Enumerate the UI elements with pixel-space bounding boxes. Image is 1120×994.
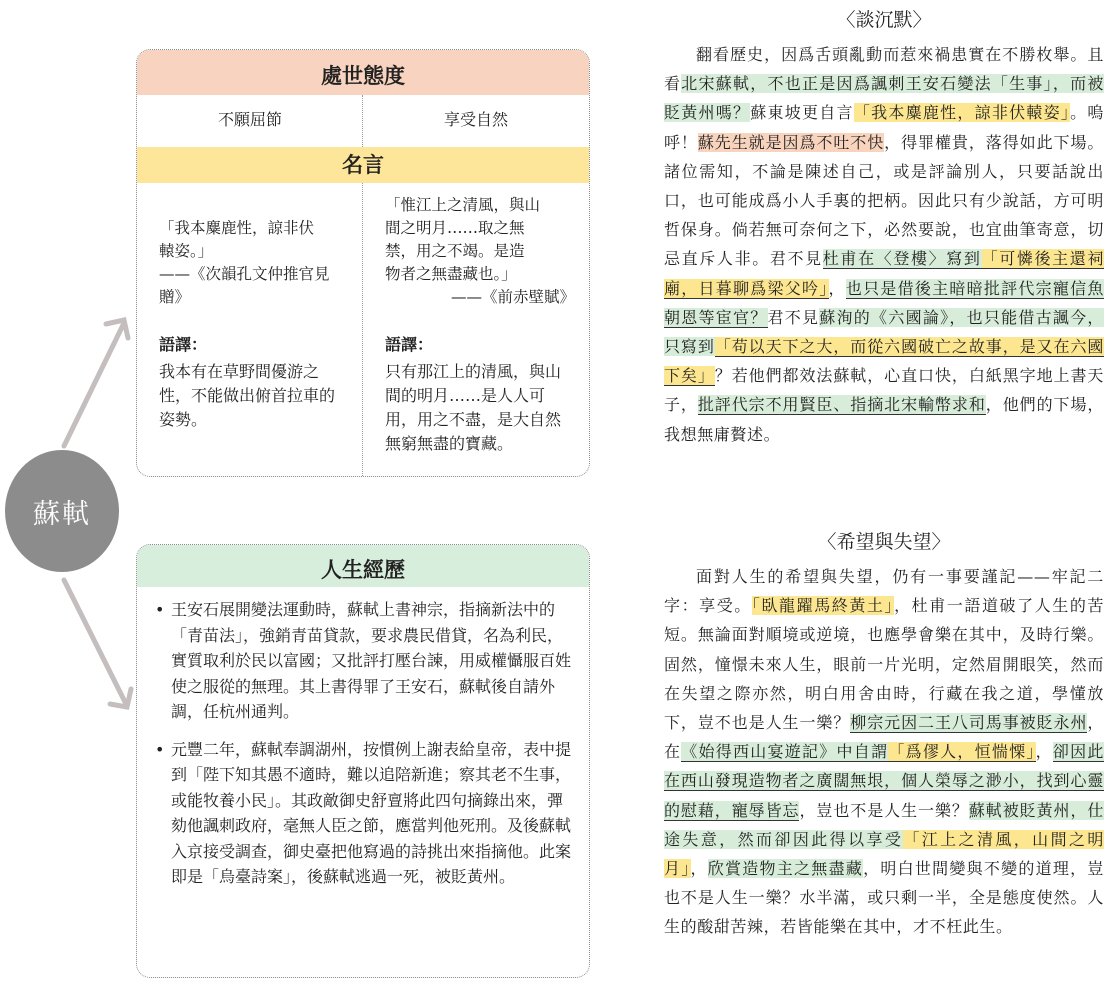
center-node	[5, 450, 119, 572]
essay-text: 「可憐後主還祠廟，日暮聊爲梁父吟」	[664, 249, 1105, 298]
essay-text: 批評代宗不用賢臣、指摘北宋輸幣求和	[697, 395, 986, 415]
essay-text: 「我本麋鹿性，諒非伏轅姿」	[853, 103, 1071, 123]
attitude-item: 不願屈節	[217, 110, 282, 129]
essay-hope	[664, 526, 1104, 942]
essay-text: ，	[690, 859, 708, 879]
essay-text: 蘇洵的《六國論》，也只能借古諷今，只寫到	[664, 307, 1104, 357]
list-item: • 王安石展開變法運動時，蘇軾上書神宗，指摘新法中的「青苗法」，強銷青苗貸款，要求農民借貸，名為利民，實質取利於民以富國；又批評打壓台諫，用威權懾服百姓使之服從的無理。其上書得罪了王安石，蘇軾後自請外調，任杭州通判。	[153, 597, 571, 725]
quote-right	[363, 183, 589, 476]
quote-text: 「惟江上之清風，與山 間之明月……取之無 禁，用之不竭。是造 物者之無盡藏也。」	[385, 196, 541, 283]
essay-text: 「爲僇人，恒惴慄」	[888, 742, 1036, 762]
life-card	[136, 544, 590, 978]
arrow-up-line	[64, 323, 124, 446]
essay-title: 〈談沉默〉	[836, 9, 932, 31]
essay-text: 欣賞造物主之無盡藏	[707, 859, 864, 879]
essay-text: ，杜甫一語道破了人生的苦短。無論面對順境或逆境，也應學會樂在其中，及時行樂。固然，憧憬未來人生，眼前一片光明，定然眉開眼笑，然而在失望之際亦然，明白用舍由時，行藏在我之道，學懂放下，豈不也是人生一樂？	[664, 596, 1105, 733]
translation-text: 只有那江上的清風，與山間的明月……是人人可用，用之不盡，是大自然無窮無盡的寶藏。	[385, 362, 562, 453]
life-title: 人生經歷	[137, 545, 589, 587]
essay-text: 「臥龍躍馬終黃土」	[751, 596, 895, 616]
essay-text: 《始得西山宴遊記》中自謂	[681, 742, 889, 762]
attitude-item: 享受自然	[443, 110, 508, 129]
essay-text: ，在	[664, 713, 1104, 762]
essay-text: 面對人生的希望與失望，仍有一事要謹記——牢記二字：享受。	[664, 567, 1104, 616]
essay-text: 「苟以天下之大，而從六國破亡之故事，是又在六國下矣」	[664, 337, 1104, 386]
essay-text: 柳宗元因二王八司馬事被貶永州	[850, 713, 1088, 733]
essay-text: ，	[828, 278, 846, 298]
translation-label: 語譯：	[159, 335, 208, 354]
essay-text: ，明白世間變與不變的道理，豈也不是人生一樂？水半滿，或只剩一半，全是態度使然。人生的酸甜苦辣，若皆能樂在其中，才不枉此生。	[664, 859, 1104, 937]
quotes-row	[137, 183, 589, 476]
essay-text: 「江上之清風，山間之明月」	[664, 829, 1104, 879]
translation-text: 我本有在草野間優游之性，不能做出俯首拉車的姿勢。	[159, 362, 336, 429]
essay-text: 翻看歷史，因爲舌頭亂動而惹來禍患實在不勝枚舉。且看	[664, 45, 1104, 94]
essay-text: ？若他們都效法蘇軾，心直口快，白紙黑字地上書天子，	[664, 366, 1104, 415]
essay-text: 北宋蘇軾，不也正是因爲諷刺王安石變法「生事」，而被貶黃州嗎？	[664, 74, 1104, 123]
attitude-card	[136, 49, 590, 477]
essay-text: ，豈也不是人生一樂？	[799, 800, 969, 820]
quote-source: ——《前赤壁賦》	[450, 288, 575, 306]
essay-body	[664, 562, 1104, 942]
essay-text: 也只是借後主暗暗批評代宗寵信魚朝恩等宦官？	[664, 278, 1104, 327]
essay-text: 杜甫在〈登樓〉寫到	[822, 249, 982, 269]
translation-label: 語譯：	[385, 335, 434, 354]
essay-text: 。嗚呼！	[664, 103, 1104, 152]
life-list	[137, 587, 589, 890]
essay-text: 卻因此在西山發現造物者之廣闊無垠，個人榮辱之渺小，找到心靈的慰藉，寵辱皆忘	[664, 742, 1104, 820]
essay-text: 蘇東坡更自言	[750, 103, 854, 123]
essay-text: ，得罪權貴，落得如此下場。諸位需知，不論是陳述自己，或是評論別人，只要話說出口，也可能成爲小人手裏的把柄。因此只有少說話，方可明哲保身。倘若無可奈何之下，必然要說，也宜曲筆寄意，切忌直斥人非。君不見	[664, 132, 1104, 269]
attitude-row	[137, 95, 589, 147]
arrow-down-line	[64, 580, 126, 704]
quote-source: ——《次韻孔文仲推官見贈》	[159, 265, 330, 306]
list-item: • 元豐二年，蘇軾奉調湖州，按慣例上謝表給皇帝，表中提到「陛下知其愚不適時，難以追陪新進；察其老不生事，或能牧養小民」。其政敵御史舒亶將此四句摘錄出來，彈劾他諷刺政府，毫無人臣之節，應當判他死刑。及後蘇軾入京接受調查，御史臺把他寫過的詩挑出來指摘他。此案即是「烏臺詩案」，後蘇軾逃過一死，被貶黃州。	[153, 737, 571, 890]
essay-text: 君不見	[767, 307, 820, 327]
essay-body	[664, 40, 1104, 449]
essay-text: ，	[1035, 742, 1053, 762]
quote-text: 「我本麋鹿性，諒非伏 轅姿。」	[159, 219, 315, 260]
center-name: 蘇軾	[33, 498, 91, 530]
essay-text: 蘇軾被貶黃州，仕途失意，然而卻因此得以享受	[664, 800, 1104, 849]
quotes-title: 名言	[137, 147, 589, 183]
essay-title: 〈希望與失望〉	[817, 531, 951, 553]
essay-text: ，他們的下場，我想無庸贅述。	[664, 395, 1104, 444]
essay-text: 蘇先生就是因爲不吐不快	[697, 132, 885, 152]
essay-silence	[664, 4, 1104, 449]
quote-left	[137, 183, 363, 476]
attitude-title: 處世態度	[137, 50, 589, 95]
